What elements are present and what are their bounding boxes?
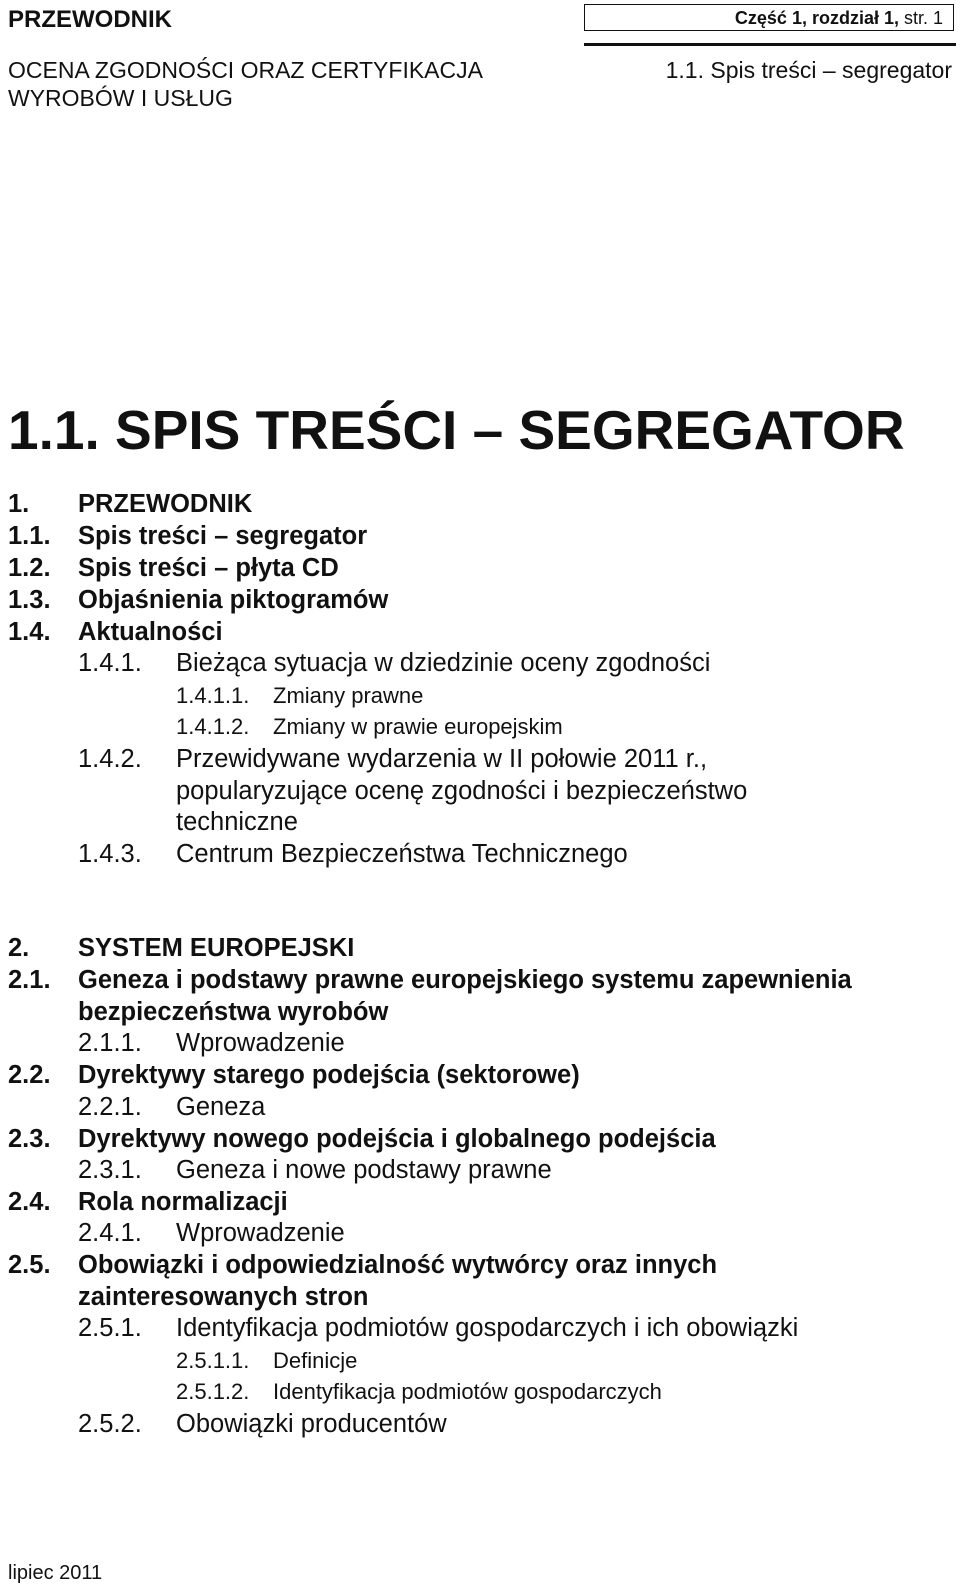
toc-entry: Zmiany prawne xyxy=(273,683,424,708)
toc-entry: Wprowadzenie xyxy=(176,1219,345,1247)
toc-entry: Identyfikacja podmiotów gospodarczych xyxy=(273,1379,662,1404)
part-chapter-label: Część 1, rozdział 1, xyxy=(734,8,904,28)
page-number: str. 1 xyxy=(903,8,943,28)
toc-number: 2.3. xyxy=(8,1125,51,1153)
toc-entry: Bieżąca sytuacja w dziedzinie oceny zgodności xyxy=(176,649,711,677)
part-chapter-box xyxy=(584,4,954,31)
toc-number: 2.2.1. xyxy=(78,1093,142,1121)
toc-entry: Aktualności xyxy=(78,618,223,646)
toc-number: 1.4.2. xyxy=(78,745,142,773)
section-name: 1.1. Spis treści – segregator xyxy=(665,57,952,83)
header-rule xyxy=(584,43,956,46)
toc-number: 2.4. xyxy=(8,1188,51,1216)
subtitle-line-1: OCENA ZGODNOŚCI ORAZ CERTYFIKACJA xyxy=(8,57,483,83)
toc-entry: Obowiązki producentów xyxy=(176,1410,447,1438)
toc-entry-continued: techniczne xyxy=(176,808,298,836)
toc-number: 2.5.1. xyxy=(78,1314,142,1342)
toc-entry-continued: popularyzujące ocenę zgodności i bezpieczeństwo xyxy=(176,777,748,805)
toc-number: 2.5. xyxy=(8,1251,51,1279)
toc-number: 2.1.1. xyxy=(78,1029,142,1057)
toc-entry: Dyrektywy nowego podejścia i globalnego podejścia xyxy=(78,1125,716,1153)
subtitle-line-2: WYROBÓW I USŁUG xyxy=(8,85,233,111)
toc-number: 2.3.1. xyxy=(78,1156,142,1184)
toc-number: 2.4.1. xyxy=(78,1219,142,1247)
toc-entry: Obowiązki i odpowiedzialność wytwórcy oraz innych xyxy=(78,1251,718,1279)
toc-entry: PRZEWODNIK xyxy=(78,490,253,518)
toc-entry: Identyfikacja podmiotów gospodarczych i ich obowiązki xyxy=(176,1314,799,1342)
toc-entry: Definicje xyxy=(273,1348,358,1373)
toc-number: 2.5.2. xyxy=(78,1410,142,1438)
toc-number: 1.4.1.1. xyxy=(176,683,250,708)
toc-entry: Rola normalizacji xyxy=(78,1188,288,1216)
toc-number: 2.2. xyxy=(8,1061,51,1089)
toc-entry: Wprowadzenie xyxy=(176,1029,345,1057)
toc-entry: Geneza i podstawy prawne europejskiego systemu zapewnienia xyxy=(78,966,852,994)
toc-entry: Spis treści – segregator xyxy=(78,522,368,550)
toc-number: 2.5.1.1. xyxy=(176,1348,250,1373)
toc-entry: Objaśnienia piktogramów xyxy=(78,586,389,614)
toc-entry-continued: bezpieczeństwa wyrobów xyxy=(78,998,389,1026)
toc-number: 1. xyxy=(8,490,30,518)
toc-number: 1.4.1.2. xyxy=(176,714,250,739)
toc-number: 1.2. xyxy=(8,554,51,582)
toc-number: 1.4. xyxy=(8,618,51,646)
toc-number: 1.4.3. xyxy=(78,840,142,868)
toc-number: 2.1. xyxy=(8,966,51,994)
toc-number: 1.4.1. xyxy=(78,649,142,677)
toc-entry: Spis treści – płyta CD xyxy=(78,554,339,582)
page-title: 1.1. SPIS TREŚCI – SEGREGATOR xyxy=(8,399,905,461)
toc-entry: SYSTEM EUROPEJSKI xyxy=(78,934,355,962)
toc-number: 1.3. xyxy=(8,586,51,614)
toc-entry: Centrum Bezpieczeństwa Technicznego xyxy=(176,840,628,868)
toc-entry-continued: zainteresowanych stron xyxy=(78,1283,369,1311)
footer-date: lipiec 2011 xyxy=(8,1562,103,1584)
guide-title: PRZEWODNIK xyxy=(8,6,172,33)
toc-entry: Geneza i nowe podstawy prawne xyxy=(176,1156,552,1184)
toc-entry: Zmiany w prawie europejskim xyxy=(273,714,563,739)
toc-number: 2. xyxy=(8,934,30,962)
toc-entry: Geneza xyxy=(176,1093,266,1121)
toc-entry: Przewidywane wydarzenia w II połowie 2011 r., xyxy=(176,745,708,773)
toc-number: 1.1. xyxy=(8,522,51,550)
toc-number: 2.5.1.2. xyxy=(176,1379,250,1404)
toc-entry: Dyrektywy starego podejścia (sektorowe) xyxy=(78,1061,580,1089)
